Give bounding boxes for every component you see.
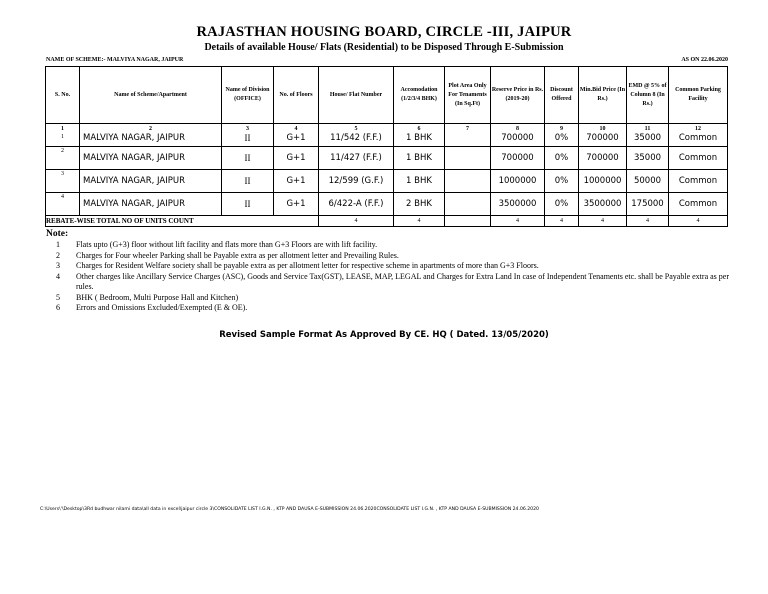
total-parking: 4 [669, 216, 728, 227]
total-plot-area [445, 216, 491, 227]
cell-plot-area [445, 133, 491, 147]
notes-heading: Note: [46, 229, 69, 239]
cell-sno: 2 [46, 147, 80, 170]
col-header-reserve-price: Reserve Price in Rs. (2019-20) [491, 67, 545, 124]
cell-reserve-price: 1000000 [491, 170, 545, 193]
note-text: Other charges like Ancillary Service Charges (ASC), Goods and Service Tax(GST), LEASE, MAP, LEGAL and Charges for Extra Land In case of Independent Tenaments etc. shall be Payable extra as per rules. [76, 271, 729, 291]
cell-floors: G+1 [274, 133, 319, 147]
cell-accomodation: 1 BHK [394, 133, 445, 147]
cell-floors: G+1 [274, 147, 319, 170]
cell-emd: 175000 [627, 193, 669, 216]
note-item [56, 303, 736, 314]
note-text: Flats upto (G+3) floor without lift facility and flats more than G+3 Floors are with lift facility. [76, 240, 378, 249]
cell-reserve-price: 3500000 [491, 193, 545, 216]
note-number: 2 [56, 250, 60, 260]
note-text: BHK ( Bedroom, Multi Purpose Hall and Kitchen) [76, 292, 239, 302]
note-item [56, 293, 736, 304]
cell-flat-number: 11/542 (F.F.) [319, 133, 394, 147]
cell-min-bid: 700000 [579, 147, 627, 170]
column-number: 5 [319, 124, 394, 134]
note-number: 4 [56, 271, 60, 281]
cell-division: II [222, 193, 274, 216]
total-flat: 4 [319, 216, 394, 227]
flats-table [45, 66, 728, 227]
total-discount: 4 [545, 216, 579, 227]
table-row [46, 133, 728, 147]
column-number: 8 [491, 124, 545, 134]
column-number: 6 [394, 124, 445, 134]
note-text: Charges for Four wheeler Parking shall be Payable extra as per allotment letter and Prevailing Rules. [76, 250, 399, 260]
column-number: 1 [46, 124, 80, 134]
cell-floors: G+1 [274, 193, 319, 216]
col-header-parking: Common Parking Facility [669, 67, 728, 124]
note-item [56, 251, 736, 262]
column-number-row [46, 124, 728, 134]
note-item [56, 272, 736, 293]
revised-format-note: Revised Sample Format As Approved By CE. HQ ( Dated. 13/05/2020) [219, 330, 549, 340]
note-number: 6 [56, 303, 60, 312]
column-number: 3 [222, 124, 274, 134]
note-number: 5 [56, 292, 60, 302]
column-number: 10 [579, 124, 627, 134]
cell-min-bid: 1000000 [579, 170, 627, 193]
scheme-name-label: NAME OF SCHEME:- MALVIYA NAGAR, JAIPUR [46, 57, 184, 63]
cell-division: II [222, 147, 274, 170]
col-header-discount: Discount Offered [545, 67, 579, 124]
cell-min-bid: 3500000 [579, 193, 627, 216]
cell-accomodation: 2 BHK [394, 193, 445, 216]
cell-parking: Common [669, 193, 728, 216]
cell-plot-area [445, 193, 491, 216]
cell-sno: 4 [46, 193, 80, 216]
table-row [46, 193, 728, 216]
col-header-flat-number: House/ Flat Number [319, 67, 394, 124]
table-row [46, 147, 728, 170]
cell-accomodation: 1 BHK [394, 147, 445, 170]
col-header-sno: S. No. [46, 67, 80, 124]
cell-flat-number: 12/599 (G.F.) [319, 170, 394, 193]
cell-discount: 0% [545, 193, 579, 216]
cell-reserve-price: 700000 [491, 133, 545, 147]
cell-sno: 3 [46, 170, 80, 193]
cell-plot-area [445, 147, 491, 170]
cell-division: II [222, 133, 274, 147]
notes-list [56, 240, 736, 314]
col-header-division: Name of Division (OFFICE) [222, 67, 274, 124]
cell-flat-number: 11/427 (F.F.) [319, 147, 394, 170]
note-item [56, 240, 736, 251]
cell-scheme: MALVIYA NAGAR, JAIPUR [80, 147, 222, 170]
cell-scheme: MALVIYA NAGAR, JAIPUR [80, 133, 222, 147]
column-number: 2 [80, 124, 222, 134]
col-header-accomodation: Accomodation (1/2/3/4 BHK) [394, 67, 445, 124]
cell-scheme: MALVIYA NAGAR, JAIPUR [80, 193, 222, 216]
cell-accomodation: 1 BHK [394, 170, 445, 193]
document-title: RAJASTHAN HOUSING BOARD, CIRCLE -III, JAIPUR [196, 24, 572, 40]
total-min-bid: 4 [579, 216, 627, 227]
cell-parking: Common [669, 170, 728, 193]
footer-file-path: C:\Users\'\Desktop\3Rd budhwar nilami data\all data in excel\jaipur circle 3\CONSOLIDATE LIST I.G.N. , KTP AND DAUSA E-SUBMISSION 24.06.2020CONSOLIDATE LIST I.G.N. , KTP AND DAUSA E-SUBMISSION 24.06.2020 [40, 507, 539, 512]
total-label: REBATE-WISE TOTAL NO OF UNITS COUNT [46, 216, 319, 227]
col-header-min-bid: Min.Bid Price (In Rs.) [579, 67, 627, 124]
col-header-plot-area: Plot Area Only For Tenaments (In Sq.Ft) [445, 67, 491, 124]
as-on-date: AS ON 22.06.2020 [681, 57, 728, 63]
note-item [56, 261, 736, 272]
total-reserve: 4 [491, 216, 545, 227]
document-subtitle: Details of available House/ Flats (Residential) to be Disposed Through E-Submission [204, 42, 564, 53]
total-accomodation: 4 [394, 216, 445, 227]
total-row [46, 216, 728, 227]
cell-parking: Common [669, 133, 728, 147]
column-number: 11 [627, 124, 669, 134]
cell-scheme: MALVIYA NAGAR, JAIPUR [80, 170, 222, 193]
cell-emd: 50000 [627, 170, 669, 193]
note-number: 3 [56, 261, 60, 270]
cell-emd: 35000 [627, 133, 669, 147]
cell-reserve-price: 700000 [491, 147, 545, 170]
note-number: 1 [56, 240, 60, 249]
col-header-scheme: Name of Scheme/Apartment [80, 67, 222, 124]
column-number: 4 [274, 124, 319, 134]
cell-min-bid: 700000 [579, 133, 627, 147]
column-number: 12 [669, 124, 728, 134]
header-row [46, 67, 728, 124]
cell-division: II [222, 170, 274, 193]
cell-floors: G+1 [274, 170, 319, 193]
col-header-emd: EMD @ 5% of Column 8 (In Rs.) [627, 67, 669, 124]
cell-emd: 35000 [627, 147, 669, 170]
cell-discount: 0% [545, 133, 579, 147]
note-text: Charges for Resident Welfare society shall be payable extra as per allotment letter for respective scheme in apartments of more than G+3 Floors. [76, 261, 539, 270]
column-number: 7 [445, 124, 491, 134]
cell-flat-number: 6/422-A (F.F.) [319, 193, 394, 216]
total-emd: 4 [627, 216, 669, 227]
cell-discount: 0% [545, 147, 579, 170]
cell-plot-area [445, 170, 491, 193]
col-header-floors: No. of Floors [274, 67, 319, 124]
table-row [46, 170, 728, 193]
cell-discount: 0% [545, 170, 579, 193]
column-number: 9 [545, 124, 579, 134]
note-text: Errors and Omissions Excluded/Exempted (E & OE). [76, 303, 248, 312]
cell-sno: 1 [46, 133, 80, 147]
cell-parking: Common [669, 147, 728, 170]
